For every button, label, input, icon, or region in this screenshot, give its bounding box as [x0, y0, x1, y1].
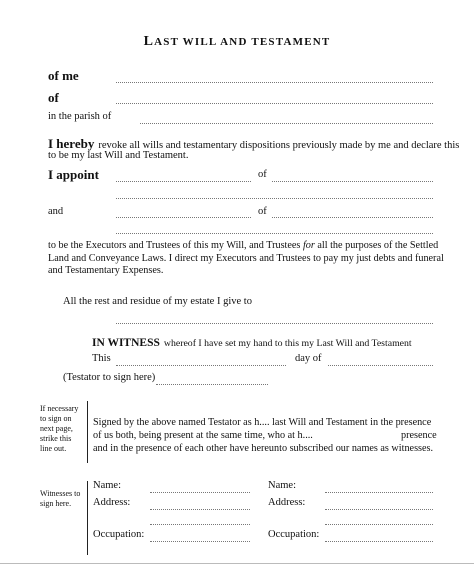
- witness-2-occupation-label: Occupation:: [268, 529, 320, 540]
- witness-1-occupation-label: Occupation:: [93, 529, 145, 540]
- witness-bold: IN WITNESS: [92, 337, 160, 349]
- witness-1-address-line-2[interactable]: [150, 524, 250, 525]
- witness-1-address-label: Address:: [93, 497, 131, 508]
- document-title: [0, 34, 474, 50]
- executors-line-3: and Testamentary Expenses.: [48, 265, 164, 276]
- executors-line-1a: to be the Executors and Trustees of this my Will, and Trustees: [48, 240, 303, 251]
- witness-1-address-line[interactable]: [150, 509, 250, 510]
- of-line[interactable]: [116, 103, 433, 104]
- appointee-2-extra-line[interactable]: [116, 233, 433, 234]
- parish-label: in the parish of: [48, 111, 112, 122]
- executors-line-2: Land and Conveyance Laws. I direct my Executors and Trustees to pay my just debts and funeral: [48, 252, 444, 264]
- margin-note-witnesses: Witnesses to sign here.: [40, 489, 81, 508]
- appointee-1-address-line[interactable]: [272, 181, 433, 182]
- strike-line[interactable]: [87, 401, 88, 463]
- witness-2-address-line-2[interactable]: [325, 524, 433, 525]
- of-label: of: [48, 90, 59, 105]
- executors-for: for: [302, 240, 315, 251]
- testator-signature-line[interactable]: [156, 384, 268, 385]
- hereby-line-2: to be my last Will and Testament.: [48, 150, 189, 161]
- witness-bracket-line: [87, 481, 88, 555]
- of-word-2: of: [258, 206, 267, 217]
- executors-paragraph: [48, 240, 448, 278]
- month-line[interactable]: [328, 365, 433, 366]
- day-line[interactable]: [116, 365, 286, 366]
- witness-2-name-line[interactable]: [325, 492, 433, 493]
- appointee-1-extra-line[interactable]: [116, 198, 433, 199]
- witness-1-name-line[interactable]: [150, 492, 250, 493]
- appoint-label: I appoint: [48, 167, 99, 182]
- title-rest: AST WILL AND TESTAMENT: [154, 36, 331, 48]
- witness-2-occupation-line[interactable]: [325, 541, 433, 542]
- page-bottom-edge: [0, 563, 474, 564]
- day-of-word: day of: [295, 353, 322, 364]
- signed-line-3: and in the presence of each other have hereunto subscribed our names as witnesses.: [93, 443, 434, 454]
- testator-sign-label: (Testator to sign here): [63, 372, 156, 383]
- parish-line[interactable]: [140, 123, 433, 124]
- this-word: This: [92, 353, 111, 364]
- residue-line[interactable]: [116, 323, 433, 324]
- appointee-2-address-line[interactable]: [272, 217, 433, 218]
- appointee-2-line[interactable]: [116, 217, 251, 218]
- hereby-line-1: revoke all wills and testamentary dispositions previously made by me and declare this: [98, 140, 460, 151]
- signed-line-1: Signed by the above named Testator as h.... last Will and Testament in the presence: [93, 417, 432, 428]
- residue-clause: All the rest and residue of my estate I give to: [63, 296, 252, 307]
- of-me-label: of me: [48, 68, 79, 83]
- title-initial: L: [143, 34, 155, 49]
- appointee-1-line[interactable]: [116, 181, 251, 182]
- witness-1-name-label: Name:: [93, 480, 121, 491]
- signed-line-2b: presence: [401, 430, 437, 441]
- witness-2-name-label: Name:: [268, 480, 296, 491]
- witness-1-occupation-line[interactable]: [150, 541, 250, 542]
- and-word: and: [48, 206, 64, 217]
- hereby-bold: I hereby: [48, 136, 95, 151]
- margin-note-strike: If necessary to sign on next page, strike this line out.: [40, 404, 79, 453]
- witness-2-address-line[interactable]: [325, 509, 433, 510]
- of-word-1: of: [258, 169, 267, 180]
- signed-line-2a: of us both, being present at the same time, who at h....: [93, 430, 313, 441]
- witness-text: whereof I have set my hand to this my Last Will and Testament: [163, 338, 412, 349]
- of-me-line[interactable]: [116, 82, 433, 83]
- witness-clause: [92, 333, 412, 351]
- executors-line-1b: all the purposes of the Settled: [314, 240, 439, 251]
- witness-2-address-label: Address:: [268, 497, 306, 508]
